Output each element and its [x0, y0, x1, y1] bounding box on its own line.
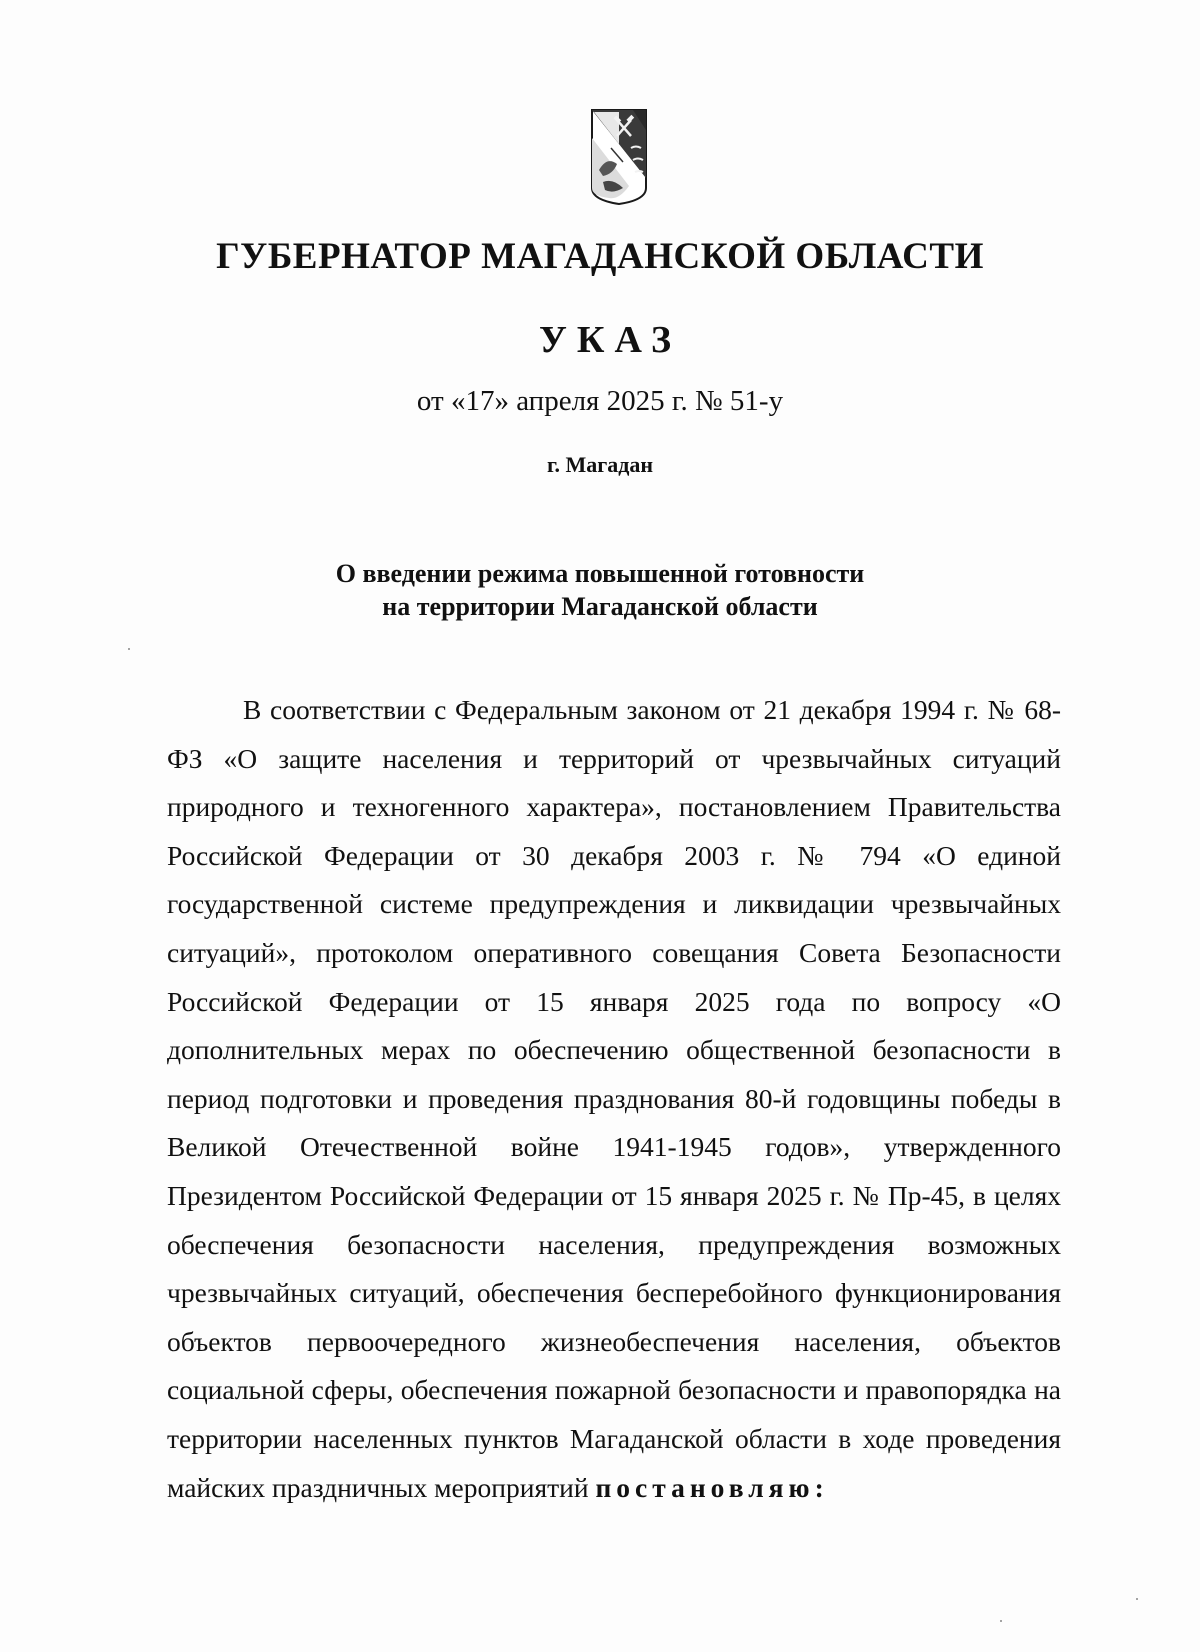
document-title-line-1: О введении режима повышенной готовности: [335, 559, 865, 588]
document-city: г. Магадан: [546, 452, 654, 477]
scan-speck: [1136, 1598, 1138, 1600]
preamble-paragraph: [167, 686, 1061, 1512]
resolve-word: постановляю: [595, 1471, 815, 1503]
resolve-colon: :: [814, 1471, 824, 1503]
issuing-authority: ГУБЕРНАТОР МАГАДАНСКОЙ ОБЛАСТИ: [216, 236, 984, 277]
document-title-line-2: на территории Магаданской области: [382, 592, 818, 621]
preamble-text: В соответствии с Федеральным законом от 21 декабря 1994 г. № 68-ФЗ «О защите населения и территорий от чрезвычайных ситуаций природного и техногенного характера», постановлением Правительства Российской Федерации от 30 декабря 2003 г. № 794 «О единой государственной системе предупреждения и ликвидации чрезвычайных ситуаций», протоколом оперативного совещания Совета Безопасности Российской Федерации от 15 января 2025 года по вопросу «О дополнительных мерах по обеспечению общественной безопасности в период подготовки и проведения празднования 80-й годовщины победы в Великой Отечественной войне 1941-1945 годов», утвержденного Президентом Российской Федерации от 15 января 2025 г. № Пр-45, в целях обеспечения безопасности населения, предупреждения возможных чрезвычайных ситуаций, обеспечения бесперебойного функционирования объектов первоочередного жизнеобеспечения населения, объектов социальной сферы, обеспечения пожарной безопасности и правопорядка на территории населенных пунктов Магаданской области в ходе проведения майских праздничных мероприятий: [167, 694, 1061, 1503]
coat-of-arms-icon: [589, 108, 649, 206]
scan-speck: [128, 648, 130, 650]
scan-speck: [1000, 1620, 1002, 1622]
document-type: УКАЗ: [539, 319, 681, 361]
document-title: [0, 557, 1200, 623]
document-date-number: от «17» апреля 2025 г. № 51-у: [416, 385, 784, 417]
